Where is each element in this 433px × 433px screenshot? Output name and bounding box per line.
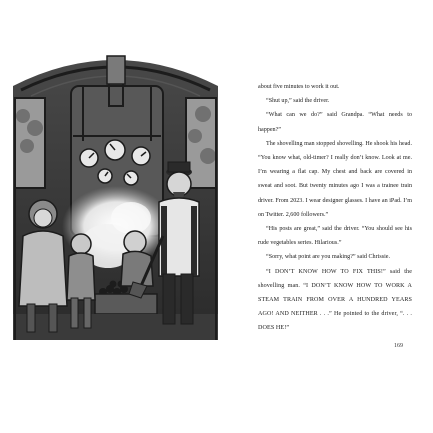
page-number: 169 bbox=[394, 343, 403, 349]
paragraph-5: “His posts are great,” said the driver. “You should see his rude vegetables series. Hilarious.” bbox=[258, 226, 412, 247]
coal-bucket bbox=[95, 294, 157, 314]
illustration-drawing bbox=[13, 46, 218, 340]
paragraph-4: The shovelling man stopped shovelling. He shook his head. “You know what, old-timer? I really don’t know. Look at me. I’m wearing a flat cap. My chest and back are covered in sweat and soot. But twenty minutes ago I was a trainee train driver. From 2023. I wear designer glasses. I have an iPad. I’m on Twitter. 2,600 followers.” bbox=[258, 140, 412, 218]
paragraph-7: “I DON’T KNOW HOW TO FIX THIS!” said the shovelling man. “I DON’T KNOW HOW TO WORK A STEAM TRAIN FROM OVER A HUNDRED YEARS AGO! AND NEITHER . . .” He pointed to the driver, “. . . DOES HE!” bbox=[258, 268, 412, 332]
paragraph-6: “Sorry, what point are you making?” said Chrissie. bbox=[266, 254, 390, 261]
steam-train-cab-illustration bbox=[13, 46, 218, 340]
paragraph-2: “Shut up,” said the driver. bbox=[266, 98, 330, 105]
regulator-handle bbox=[107, 56, 125, 84]
paragraph-3: “What can we do?” said Grandpa. “What needs to happen?” bbox=[258, 112, 412, 133]
paragraph-1: about five minutes to work it out. bbox=[258, 84, 340, 90]
page-text bbox=[258, 80, 412, 336]
